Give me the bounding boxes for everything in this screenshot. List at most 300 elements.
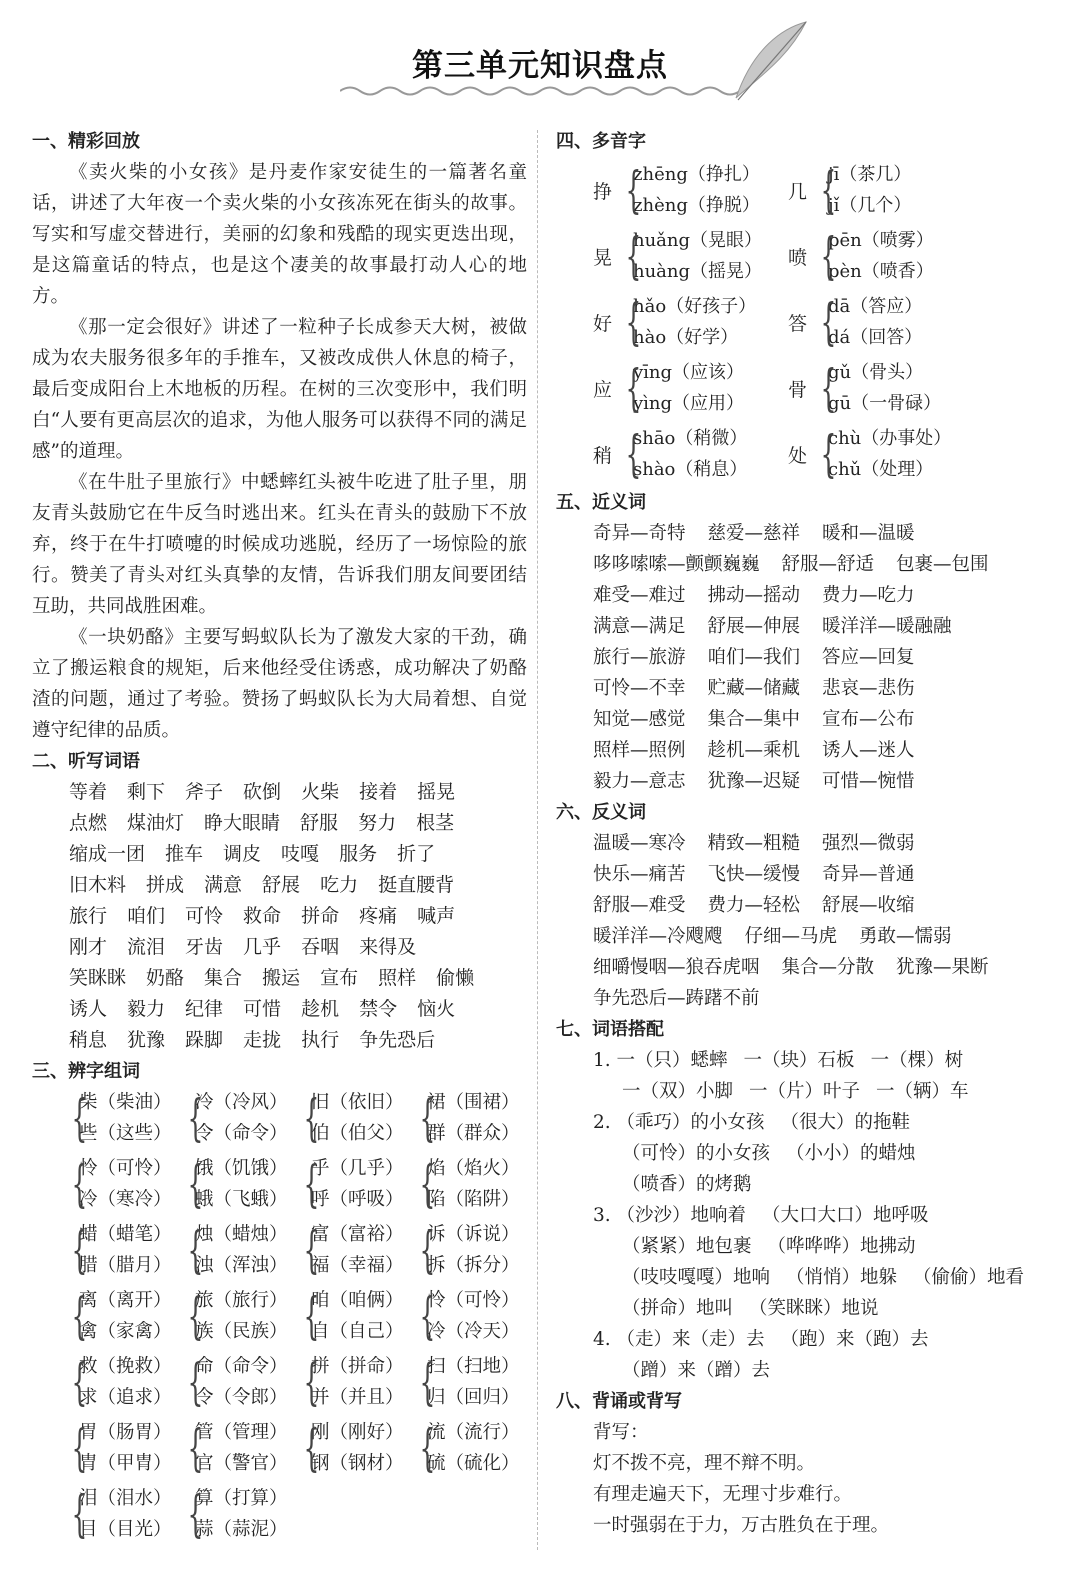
polyphone-readings <box>828 291 922 353</box>
char-word: 禽（家禽） <box>79 1321 172 1342</box>
title-underline-decoration <box>340 82 740 100</box>
char-pair <box>195 1087 295 1149</box>
word: 稍息 <box>69 1029 108 1051</box>
char-word: 咱（咱俩） <box>311 1290 404 1311</box>
section-heading-synonyms: 五、近义词 <box>556 492 646 513</box>
polyphone-char: 挣 <box>593 180 613 203</box>
right-column <box>556 126 1056 1541</box>
word: 禁令 <box>359 998 398 1020</box>
word-pair: 费力—轻松 <box>707 895 801 916</box>
char-word: 自（自己） <box>311 1321 404 1342</box>
polyphone-char: 好 <box>593 312 613 335</box>
char-word: 泪（泪水） <box>79 1488 172 1509</box>
char-word: 旅（旅行） <box>195 1290 288 1311</box>
char-word: 柴（柴油） <box>79 1092 172 1113</box>
collocation-row <box>622 1262 1056 1293</box>
word: 几乎 <box>243 936 282 958</box>
word-pair-row <box>593 952 1056 983</box>
word-pair: 照样—照例 <box>593 740 686 761</box>
word: 走拢 <box>243 1029 282 1051</box>
brace-icon: { <box>303 1155 320 1213</box>
recite-line: 有理走遍天下，无理寸步难行。 <box>593 1484 853 1505</box>
char-group <box>69 1219 179 1281</box>
collocation: （小小）的蜡烛 <box>786 1143 916 1164</box>
char-group <box>69 1483 179 1545</box>
char-word: 伯（伯父） <box>311 1123 404 1144</box>
char-word: 拼（拼命） <box>311 1356 404 1377</box>
collocation: （偷偷）地看 <box>913 1267 1025 1288</box>
word-pair: 暖和—温暖 <box>822 523 915 544</box>
word-pair: 飞快—缓慢 <box>707 864 801 885</box>
brace-icon: { <box>187 1353 204 1411</box>
polyphone-item <box>593 291 788 353</box>
char-pair <box>427 1153 527 1215</box>
polyphone-readings <box>633 291 756 353</box>
word: 趁机 <box>301 998 340 1020</box>
word-row <box>69 870 527 901</box>
char-word: 怜（可怜） <box>427 1290 520 1311</box>
reading: chù（办事处） <box>828 428 952 449</box>
char-group <box>301 1219 411 1281</box>
char-group <box>301 1087 411 1149</box>
char-pair <box>427 1285 527 1347</box>
collocation: 一（棵）树 <box>870 1050 964 1071</box>
brace-icon: { <box>820 161 837 219</box>
distinguish-character-groups <box>32 1087 527 1549</box>
brace-icon: { <box>187 1155 204 1213</box>
polyphone-readings <box>828 357 941 419</box>
recite-line: 背写： <box>593 1422 649 1443</box>
brace-icon: { <box>625 359 642 417</box>
char-word: 乎（几乎） <box>311 1158 404 1179</box>
char-word: 陷（陷阱） <box>427 1189 520 1210</box>
word-pair: 强烈—微弱 <box>822 833 915 854</box>
page-title: 第三单元知识盘点 <box>412 48 668 84</box>
char-word: 官（警官） <box>195 1453 288 1474</box>
polyphone-item <box>593 225 788 287</box>
char-word: 浊（浑浊） <box>195 1255 288 1276</box>
reading: dá（回答） <box>828 327 923 348</box>
word: 服务 <box>339 843 378 865</box>
char-pair <box>79 1417 179 1479</box>
word: 咱们 <box>127 905 166 927</box>
paragraph: 《卖火柴的小女孩》是丹麦作家安徒生的一篇著名童话，讲述了大年夜一个卖火柴的小女孩冻死在街头的故事。写实和写虚交替进行，美丽的幻象和残酷的现实更迭出现，是这篇童话的特点，也是这个凄美的故事最打动人心的地方。 <box>32 162 527 307</box>
brace-icon: { <box>419 1353 436 1411</box>
word: 煤油灯 <box>127 812 185 834</box>
word-pair-row <box>593 890 1056 921</box>
distinguish-row <box>69 1153 527 1219</box>
word: 可惜 <box>243 998 282 1020</box>
polyphone-readings <box>828 423 951 485</box>
collocation: （很大）的拖鞋 <box>780 1112 911 1133</box>
word: 点燃 <box>69 812 108 834</box>
word: 舒展 <box>262 874 301 896</box>
char-pair <box>79 1285 179 1347</box>
word-row <box>69 777 527 808</box>
char-word: 流（流行） <box>427 1422 520 1443</box>
recite-list <box>556 1417 1056 1541</box>
distinguish-row <box>69 1417 527 1483</box>
char-group <box>185 1219 295 1281</box>
brace-icon: { <box>303 1419 320 1477</box>
feather-icon <box>728 18 810 104</box>
brace-icon: { <box>625 161 642 219</box>
char-pair <box>311 1417 411 1479</box>
word-pair: 暖洋洋—暖融融 <box>822 616 952 637</box>
polyphone-item <box>593 357 788 419</box>
brace-icon: { <box>71 1287 88 1345</box>
word: 跺脚 <box>185 1029 224 1051</box>
polyphone-char: 喷 <box>788 246 808 269</box>
polyphone-readings <box>633 225 762 287</box>
brace-icon: { <box>625 425 642 483</box>
word-pair: 集合—分散 <box>781 957 875 978</box>
char-group <box>185 1087 295 1149</box>
collocation: 一（辆）车 <box>876 1081 969 1102</box>
polyphone-char: 几 <box>788 180 808 203</box>
char-group <box>185 1351 295 1413</box>
char-word: 族（民族） <box>195 1321 288 1342</box>
char-word: 冷（冷天） <box>427 1321 520 1342</box>
word-pair-row <box>593 735 1056 766</box>
recite-line: 一时强弱在于力，万古胜负在于理。 <box>593 1515 890 1536</box>
char-pair <box>427 1219 527 1281</box>
collocation-row <box>593 1107 1056 1138</box>
word: 折了 <box>397 843 436 865</box>
word: 砍倒 <box>243 781 282 803</box>
collocation-row <box>622 1355 1056 1386</box>
reading: jī（茶几） <box>828 164 912 185</box>
word: 笑眯眯 <box>69 967 127 989</box>
brace-icon: { <box>71 1353 88 1411</box>
word-pair: 答应—回复 <box>822 647 915 668</box>
word-pair: 精致—粗糙 <box>707 833 801 854</box>
char-pair <box>311 1285 411 1347</box>
dictation-word-list <box>32 777 527 1056</box>
brace-icon: { <box>303 1221 320 1279</box>
section-heading-collocations: 七、词语搭配 <box>556 1019 664 1040</box>
word: 剩下 <box>127 781 166 803</box>
polyphone-readings <box>828 159 911 221</box>
reading: huǎng（晃眼） <box>633 230 763 251</box>
brace-icon: { <box>187 1221 204 1279</box>
word: 吞咽 <box>301 936 340 958</box>
word-row <box>69 839 527 870</box>
word-pair: 仔细—马虎 <box>744 926 838 947</box>
char-word: 求（追求） <box>79 1387 172 1408</box>
word-pair: 诱人—迷人 <box>822 740 915 761</box>
word-pair: 咱们—我们 <box>707 647 801 668</box>
word-row <box>69 1025 527 1056</box>
word: 犹豫 <box>127 1029 166 1051</box>
char-word: 烛（蜡烛） <box>195 1224 288 1245</box>
brace-icon: { <box>303 1089 320 1147</box>
word-pair: 温暖—寒冷 <box>593 833 686 854</box>
char-group <box>301 1153 411 1215</box>
char-word: 蛾（飞蛾） <box>195 1189 288 1210</box>
char-pair <box>195 1219 295 1281</box>
polyphone-char: 骨 <box>788 378 808 401</box>
polyphone-item <box>593 423 788 485</box>
reading: zhēng（挣扎） <box>633 164 760 185</box>
word-pair: 集合—集中 <box>707 709 801 730</box>
word: 争先恐后 <box>359 1029 436 1051</box>
char-group <box>417 1219 527 1281</box>
word-pair-row <box>593 611 1056 642</box>
word-pair: 拂动—摇动 <box>707 585 801 606</box>
polyphone-item <box>788 423 983 485</box>
left-column <box>32 126 527 1549</box>
reading: jǐ（几个） <box>828 195 912 216</box>
char-group <box>185 1483 295 1545</box>
collocation-row <box>593 1324 1056 1355</box>
word-pair: 舒服—舒适 <box>781 554 875 575</box>
collocation-row <box>593 1045 1056 1076</box>
polyphone-readings <box>633 159 760 221</box>
word-pair: 快乐—痛苦 <box>593 864 686 885</box>
brace-icon: { <box>187 1419 204 1477</box>
brace-icon: { <box>820 227 837 285</box>
word: 根茎 <box>416 812 455 834</box>
word: 努力 <box>358 812 397 834</box>
char-group <box>417 1417 527 1479</box>
word-row <box>69 808 527 839</box>
collocation: 一（片）叶子 <box>749 1081 861 1102</box>
word-pair: 悲哀—悲伤 <box>822 678 915 699</box>
reading: hào（好学） <box>633 327 739 348</box>
char-word: 福（幸福） <box>311 1255 404 1276</box>
word: 诱人 <box>69 998 108 1020</box>
word-pair: 舒服—难受 <box>593 895 686 916</box>
word-pair: 费力—吃力 <box>822 585 915 606</box>
word-pair: 奇异—奇特 <box>593 523 686 544</box>
word: 调皮 <box>223 843 262 865</box>
word: 吱嘎 <box>281 843 320 865</box>
word-pair: 奇异—普通 <box>822 864 915 885</box>
word: 接着 <box>359 781 398 803</box>
brace-icon: { <box>71 1089 88 1147</box>
word-pair: 犹豫—迟疑 <box>707 771 801 792</box>
paragraph: 《在牛肚子里旅行》中蟋蟀红头被牛吃进了肚子里，朋友青头鼓励它在牛反刍时逃出来。红头在青头的鼓励下不放弃，终于在牛打喷嚏的时候成功逃脱，经历了一场惊险的旅行。赞美了青头对红头真挚的友情，告诉我们朋友间要团结互助，共同战胜困难。 <box>32 472 527 617</box>
word: 照样 <box>378 967 417 989</box>
word-pair-row <box>593 983 1056 1014</box>
reading: shào（稍息） <box>633 459 748 480</box>
char-pair <box>427 1087 527 1149</box>
collocation: （紧紧）地包裹 <box>622 1236 752 1257</box>
brace-icon: { <box>71 1485 88 1543</box>
word: 刚才 <box>69 936 108 958</box>
polyphone-list <box>556 157 1056 487</box>
word: 挺直腰背 <box>378 874 455 896</box>
char-pair <box>79 1153 179 1215</box>
polyphone-row <box>593 421 1056 487</box>
recite-line: 灯不拨不亮，理不辩不明。 <box>593 1453 816 1474</box>
char-group <box>417 1087 527 1149</box>
collocation: （吱吱嘎嘎）地响 <box>622 1267 771 1288</box>
char-group <box>417 1153 527 1215</box>
word-pair: 满意—满足 <box>593 616 686 637</box>
column-divider <box>537 130 538 1550</box>
char-word: 呼（呼吸） <box>311 1189 404 1210</box>
polyphone-row <box>593 289 1056 355</box>
char-word: 富（富裕） <box>311 1224 404 1245</box>
char-group <box>301 1417 411 1479</box>
collocation: 1. 一（只）蟋蟀 <box>593 1050 728 1071</box>
word-pair: 可惜—惋惜 <box>822 771 915 792</box>
char-word: 归（回归） <box>427 1387 520 1408</box>
word: 等着 <box>69 781 108 803</box>
collocation-row <box>622 1293 1056 1324</box>
word: 宣布 <box>320 967 359 989</box>
char-pair <box>427 1417 527 1479</box>
collocation: （跑）来（跑）去 <box>780 1329 929 1350</box>
brace-icon: { <box>187 1287 204 1345</box>
collocation: （可怜）的小女孩 <box>622 1143 771 1164</box>
collocation-row <box>622 1138 1056 1169</box>
reading: yīng（应该） <box>633 362 745 383</box>
brace-icon: { <box>187 1485 204 1543</box>
word-pair: 知觉—感觉 <box>593 709 686 730</box>
char-group <box>69 1285 179 1347</box>
char-pair <box>311 1087 411 1149</box>
word: 旅行 <box>69 905 108 927</box>
word: 毅力 <box>127 998 166 1020</box>
collocation: （蹭）来（蹭）去 <box>622 1360 771 1381</box>
char-pair <box>195 1153 295 1215</box>
char-pair <box>195 1351 295 1413</box>
word: 牙齿 <box>185 936 224 958</box>
brace-icon: { <box>419 1221 436 1279</box>
char-word: 腊（腊月） <box>79 1255 172 1276</box>
collocation: （大口大口）地呼吸 <box>762 1205 929 1226</box>
char-word: 蜡（蜡笔） <box>79 1224 172 1245</box>
word-pair-row <box>593 921 1056 952</box>
word-pair: 包裹—包围 <box>896 554 989 575</box>
char-word: 钢（钢材） <box>311 1453 404 1474</box>
collocation: （哗哗哗）地拂动 <box>767 1236 916 1257</box>
char-pair <box>195 1483 295 1545</box>
char-pair <box>311 1219 411 1281</box>
word-pair: 暖洋洋—冷飕飕 <box>593 926 723 947</box>
word-pair: 争先恐后—踌躇不前 <box>593 988 760 1009</box>
char-group <box>301 1285 411 1347</box>
word-pair: 哆哆嗦嗦—颤颤巍巍 <box>593 554 760 575</box>
char-word: 诉（诉说） <box>427 1224 520 1245</box>
distinguish-row <box>69 1219 527 1285</box>
char-word: 令（令郎） <box>195 1387 288 1408</box>
char-word: 胃（肠胃） <box>79 1422 172 1443</box>
paragraph: 《一块奶酪》主要写蚂蚁队长为了激发大家的干劲，确立了搬运粮食的规矩，后来他经受住诱惑，成功解决了奶酪渣的问题，通过了考验。赞扬了蚂蚁队长为大局着想、自觉遵守纪律的品质。 <box>32 627 527 741</box>
word-pair-row <box>593 828 1056 859</box>
collocation-list <box>556 1045 1056 1386</box>
polyphone-char: 应 <box>593 378 613 401</box>
word: 缩成一团 <box>69 843 146 865</box>
word-pair: 难受—难过 <box>593 585 686 606</box>
distinguish-row <box>69 1285 527 1351</box>
brace-icon: { <box>820 293 837 351</box>
word-pair: 趁机—乘机 <box>707 740 801 761</box>
word: 救命 <box>243 905 282 927</box>
char-group <box>69 1087 179 1149</box>
word: 推车 <box>165 843 204 865</box>
word-pair-row <box>593 859 1056 890</box>
reading: gǔ（骨头） <box>828 362 924 383</box>
word-row <box>69 994 527 1025</box>
brace-icon: { <box>303 1353 320 1411</box>
section-heading-dictation: 二、听写词语 <box>32 751 140 772</box>
collocation: （喷香）的烤鹅 <box>622 1174 752 1195</box>
word-pair: 犹豫—果断 <box>896 957 989 978</box>
word-pair: 细嚼慢咽—狼吞虎咽 <box>593 957 760 978</box>
brace-icon: { <box>71 1221 88 1279</box>
section-heading-distinguish: 三、辨字组词 <box>32 1061 140 1082</box>
word-pair: 毅力—意志 <box>593 771 686 792</box>
word-pair-row <box>593 642 1056 673</box>
collocation: 3. （沙沙）地响着 <box>593 1205 747 1226</box>
distinguish-row <box>69 1483 527 1549</box>
word: 流泪 <box>127 936 166 958</box>
word-pair: 贮藏—储藏 <box>707 678 801 699</box>
word: 拼命 <box>301 905 340 927</box>
word-pair: 旅行—旅游 <box>593 647 686 668</box>
char-group <box>69 1417 179 1479</box>
char-word: 裙（围裙） <box>427 1092 520 1113</box>
char-word: 蒜（蒜泥） <box>195 1519 288 1540</box>
word: 执行 <box>301 1029 340 1051</box>
char-pair <box>311 1351 411 1413</box>
brace-icon: { <box>419 1287 436 1345</box>
word: 搬运 <box>262 967 301 989</box>
polyphone-row <box>593 223 1056 289</box>
collocation: （悄悄）地躲 <box>786 1267 898 1288</box>
char-word: 群（群众） <box>427 1123 520 1144</box>
collocation-row <box>622 1231 1056 1262</box>
word: 纪律 <box>185 998 224 1020</box>
reading: shāo（稍微） <box>633 428 748 449</box>
brace-icon: { <box>419 1155 436 1213</box>
brace-icon: { <box>71 1419 88 1477</box>
polyphone-readings <box>633 357 744 419</box>
polyphone-char: 稍 <box>593 444 613 467</box>
reading: yìng（应用） <box>633 393 745 414</box>
collocation-row <box>622 1076 1056 1107</box>
polyphone-item <box>788 357 983 419</box>
polyphone-item <box>593 159 788 221</box>
section-heading-recite: 八、背诵或背写 <box>556 1391 682 1412</box>
brace-icon: { <box>625 227 642 285</box>
word-row <box>69 932 527 963</box>
char-word: 旧（依旧） <box>311 1092 404 1113</box>
char-word: 拆（拆分） <box>427 1255 520 1276</box>
polyphone-char: 答 <box>788 312 808 335</box>
char-word: 目（目光） <box>79 1519 172 1540</box>
word: 拼成 <box>146 874 185 896</box>
word: 偷懒 <box>436 967 475 989</box>
polyphone-item <box>788 291 983 353</box>
word: 摇晃 <box>417 781 456 803</box>
reading: chǔ（处理） <box>828 459 934 480</box>
collocation: 一（双）小脚 <box>622 1081 734 1102</box>
char-word: 救（挽救） <box>79 1356 172 1377</box>
char-pair <box>427 1351 527 1413</box>
word-pair-row <box>593 704 1056 735</box>
word: 舒服 <box>300 812 339 834</box>
polyphone-item <box>788 159 983 221</box>
word-row <box>69 901 527 932</box>
word-row <box>69 963 527 994</box>
char-group <box>69 1351 179 1413</box>
char-group <box>185 1417 295 1479</box>
